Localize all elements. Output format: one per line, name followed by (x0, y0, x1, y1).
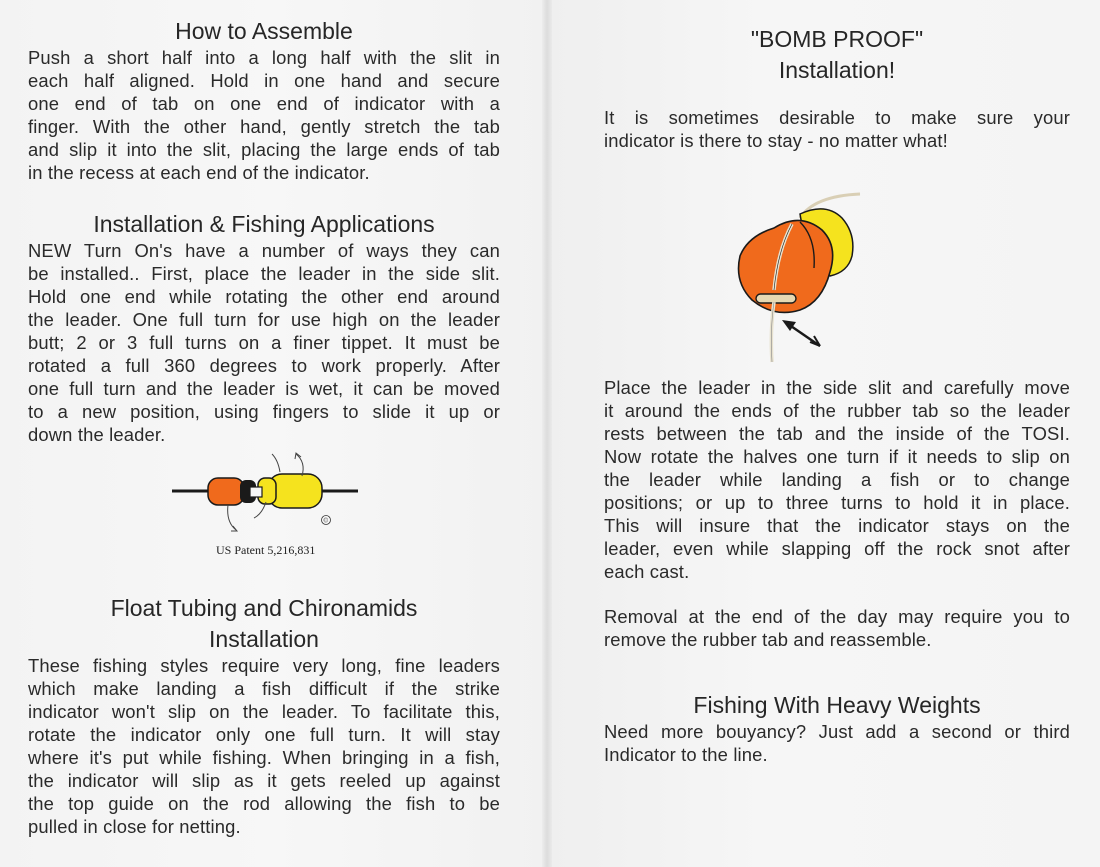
text-line: It is sometimes desirable to make sure your (604, 107, 1070, 128)
text-line: which make landing a fish difficult if the strike (28, 678, 500, 699)
bomb-proof-title-line1: "BOMB PROOF" (750, 26, 924, 52)
copyright-mark: © (323, 518, 328, 525)
text-line: the leader while landing a fish or to change (604, 469, 1070, 490)
rotate-arrow-left (228, 505, 236, 530)
text-line: and slip it into the slit, placing the large ends of tab (28, 139, 500, 160)
assemble-heading: How to Assemble (175, 18, 353, 44)
text-line: These fishing styles require very long, fine leaders (28, 655, 500, 676)
text-line: one end of tab on one end of indicator with a (28, 93, 500, 114)
text-line: to a new position, using fingers to slide it up or (28, 401, 500, 422)
text-line: rotated a full 360 degrees to work properly. After (28, 355, 500, 376)
indicator-illustration (170, 450, 360, 540)
text-line: Removal at the end of the day may require you to (604, 606, 1070, 627)
assemble-paragraph (28, 46, 500, 184)
text-line: rotate the indicator only one full turn. It will stay (28, 724, 500, 745)
text-line: each half aligned. Hold in one hand and secure (28, 70, 500, 91)
text-line: be installed.. First, place the leader in the side slit. (28, 263, 500, 284)
patent-caption: US Patent 5,216,831 (216, 543, 316, 557)
rotate-arrow-right (296, 454, 303, 476)
text-line: Hold one end while rotating the other end around (28, 286, 500, 307)
text-line: leader, even while slapping off the rock snot after (604, 538, 1070, 559)
text-line: Indicator to the line. (604, 744, 768, 765)
text-line: Need more bouyancy? Just add a second or third (604, 721, 1070, 742)
text-line: in the recess at each end of the indicator. (28, 162, 370, 183)
installation-paragraph (28, 239, 500, 446)
float-tubing-heading (28, 593, 500, 655)
float-tubing-title-line1: Float Tubing and Chironamids (110, 595, 418, 621)
text-line: indicator is there to stay - no matter what! (604, 130, 948, 151)
text-line: finger. With the other hand, gently stretch the tab (28, 116, 500, 137)
text-line: remove the rubber tab and reassemble. (604, 629, 932, 650)
text-line: Push a short half into a long half with the slit in (28, 47, 500, 68)
bomb-proof-paragraph (604, 376, 1070, 583)
yellow-half (258, 474, 322, 508)
text-line: it around the ends of the rubber tab so the leader (604, 400, 1070, 421)
text-line: NEW Turn On's have a number of ways they can (28, 240, 500, 261)
pointer-arrow (788, 324, 820, 346)
bomb-proof-illustration (730, 190, 880, 370)
heavy-weights-paragraph (604, 720, 1070, 766)
text-line: Place the leader in the side slit and carefully move (604, 377, 1070, 398)
rubber-tab (756, 294, 796, 303)
text-line: rests between the tab and the inside of the TOSI. (604, 423, 1070, 444)
text-line: each cast. (604, 561, 690, 582)
text-line: the indicator will slip as it gets reeled up against (28, 770, 500, 791)
float-tubing-paragraph (28, 654, 500, 838)
bomb-proof-heading (604, 24, 1070, 86)
text-line: down the leader. (28, 424, 166, 445)
page-fold (542, 0, 552, 867)
text-line: the leader. One full turn for use high on the leader (28, 309, 500, 330)
text-line: indicator won't slip on the leader. To facilitate this, (28, 701, 500, 722)
bomb-proof-intro (604, 106, 1070, 152)
bomb-proof-title-line2: Installation! (778, 57, 896, 83)
text-line: pulled in close for netting. (28, 816, 241, 837)
orange-half (208, 478, 256, 505)
text-line: positions; or up to three turns to hold it in place. (604, 492, 1070, 513)
text-line: butt; 2 or 3 full turns on a finer tippet. It must be (28, 332, 500, 353)
heavy-weights-heading: Fishing With Heavy Weights (693, 692, 981, 718)
text-line: This will insure that the indicator stays on the (604, 515, 1070, 536)
text-line: Now rotate the halves one turn if it needs to slip on (604, 446, 1070, 467)
float-tubing-title-line2: Installation (209, 626, 319, 652)
text-line: the top guide on the rod allowing the fish to be (28, 793, 500, 814)
removal-paragraph (604, 605, 1070, 651)
text-line: where it's put while fishing. When bringing in a fish, (28, 747, 500, 768)
installation-heading: Installation & Fishing Applications (93, 211, 435, 237)
text-line: one full turn and the leader is wet, it can be moved (28, 378, 500, 399)
